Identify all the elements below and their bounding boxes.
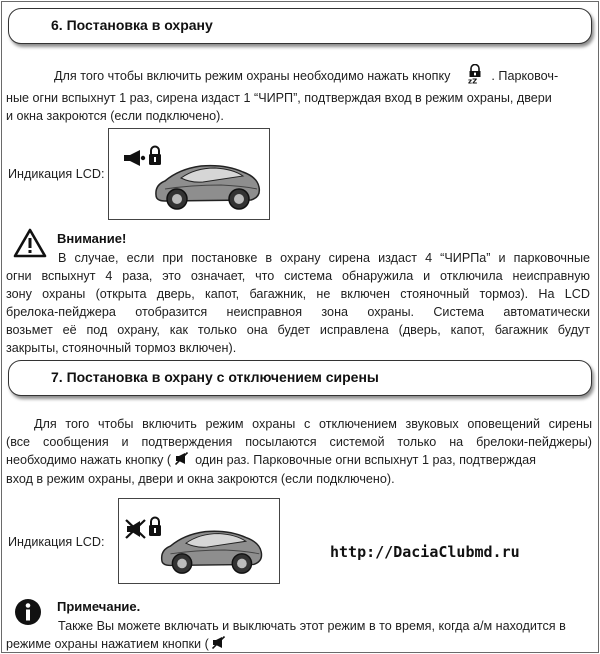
note-paragraph: [6, 617, 592, 654]
section-7-line-2: (все сообщения и подтверждения посылаются системой только на брелоки-пейджеры): [6, 435, 592, 449]
warning-line-5: возьмет её под охрану, как только она будет исправлена (дверь, капот, багажник будут: [6, 323, 590, 337]
warning-paragraph: [6, 249, 590, 357]
section-7-lcd-label: Индикация LCD:: [8, 535, 105, 549]
section-6-lcd-display: [108, 128, 270, 220]
muted-horn-icon: [125, 519, 147, 544]
section-6-line-2: ные огни вспыхнут 1 раз, сирена издаст 1 “ЧИРП”, подтверждая вход в режим охраны, двери: [6, 91, 552, 105]
section-7-lcd-display: [118, 498, 280, 584]
warning-line-2: огни вспыхнут 4 раза, это означает, что система обнаружила и отключила неисправную: [6, 269, 590, 283]
warning-line-4: брелока-пейджера отобразится неисправноя зона охраны. Система автоматически: [6, 305, 590, 319]
section-7-header: [8, 360, 592, 396]
section-6-line-1: Для того чтобы включить режим охраны необходимо нажать кнопку: [54, 68, 451, 83]
warning-line-3: зону охраны (открыта дверь, капот, багажник, не включен стояночный тормоз). На LCD: [6, 287, 590, 301]
horn-icon: [123, 149, 147, 172]
svg-text:zZ: zZ: [467, 77, 478, 84]
section-7-paragraph: [6, 415, 592, 488]
section-6-lcd-label: Индикация LCD:: [8, 167, 105, 181]
section-7-line-3-end: один раз. Парковочные огни вспыхнут 1 раз, подтверждая: [195, 453, 536, 467]
watermark-url: http://DaciaClubmd.ru: [330, 543, 520, 561]
note-title: Примечание.: [57, 599, 141, 614]
warning-line-6: закрыты, стояночный тормоз включен).: [6, 341, 237, 355]
note-line-1: Также Вы можете включать и выключать этот режим в то время, когда а/м находится в: [58, 619, 566, 633]
section-6-paragraph: [6, 64, 592, 125]
warning-title: Внимание!: [57, 231, 127, 246]
section-6-title: 6. Постановка в охрану: [51, 17, 213, 33]
mute-button-icon: [212, 636, 225, 654]
section-6-header: [8, 8, 592, 44]
car-icon: [151, 155, 263, 218]
section-7-line-1: Для того чтобы включить режим охраны с отключением звуковых оповещений сирены: [34, 417, 592, 431]
section-6-line-3: и окна закроются (если подключено).: [6, 109, 224, 123]
mute-button-icon: [175, 452, 188, 470]
warning-line-1: В случае, если при постановке в охрану сирена издаст 4 “ЧИРПа” и парковочные: [58, 251, 590, 265]
section-6-line-1-end: . Парковоч-: [491, 68, 559, 83]
car-icon: [155, 521, 267, 582]
section-7-title: 7. Постановка в охрану с отключением сирены: [51, 369, 379, 385]
note-line-2: режиме охраны нажатием кнопки (: [6, 637, 209, 651]
section-7-line-4: вход в режим охраны, двери и окна закроются (если подключено).: [6, 471, 395, 486]
section-7-line-3: необходимо нажать кнопку (: [6, 453, 172, 467]
lock-zz-button-icon: [468, 64, 482, 89]
